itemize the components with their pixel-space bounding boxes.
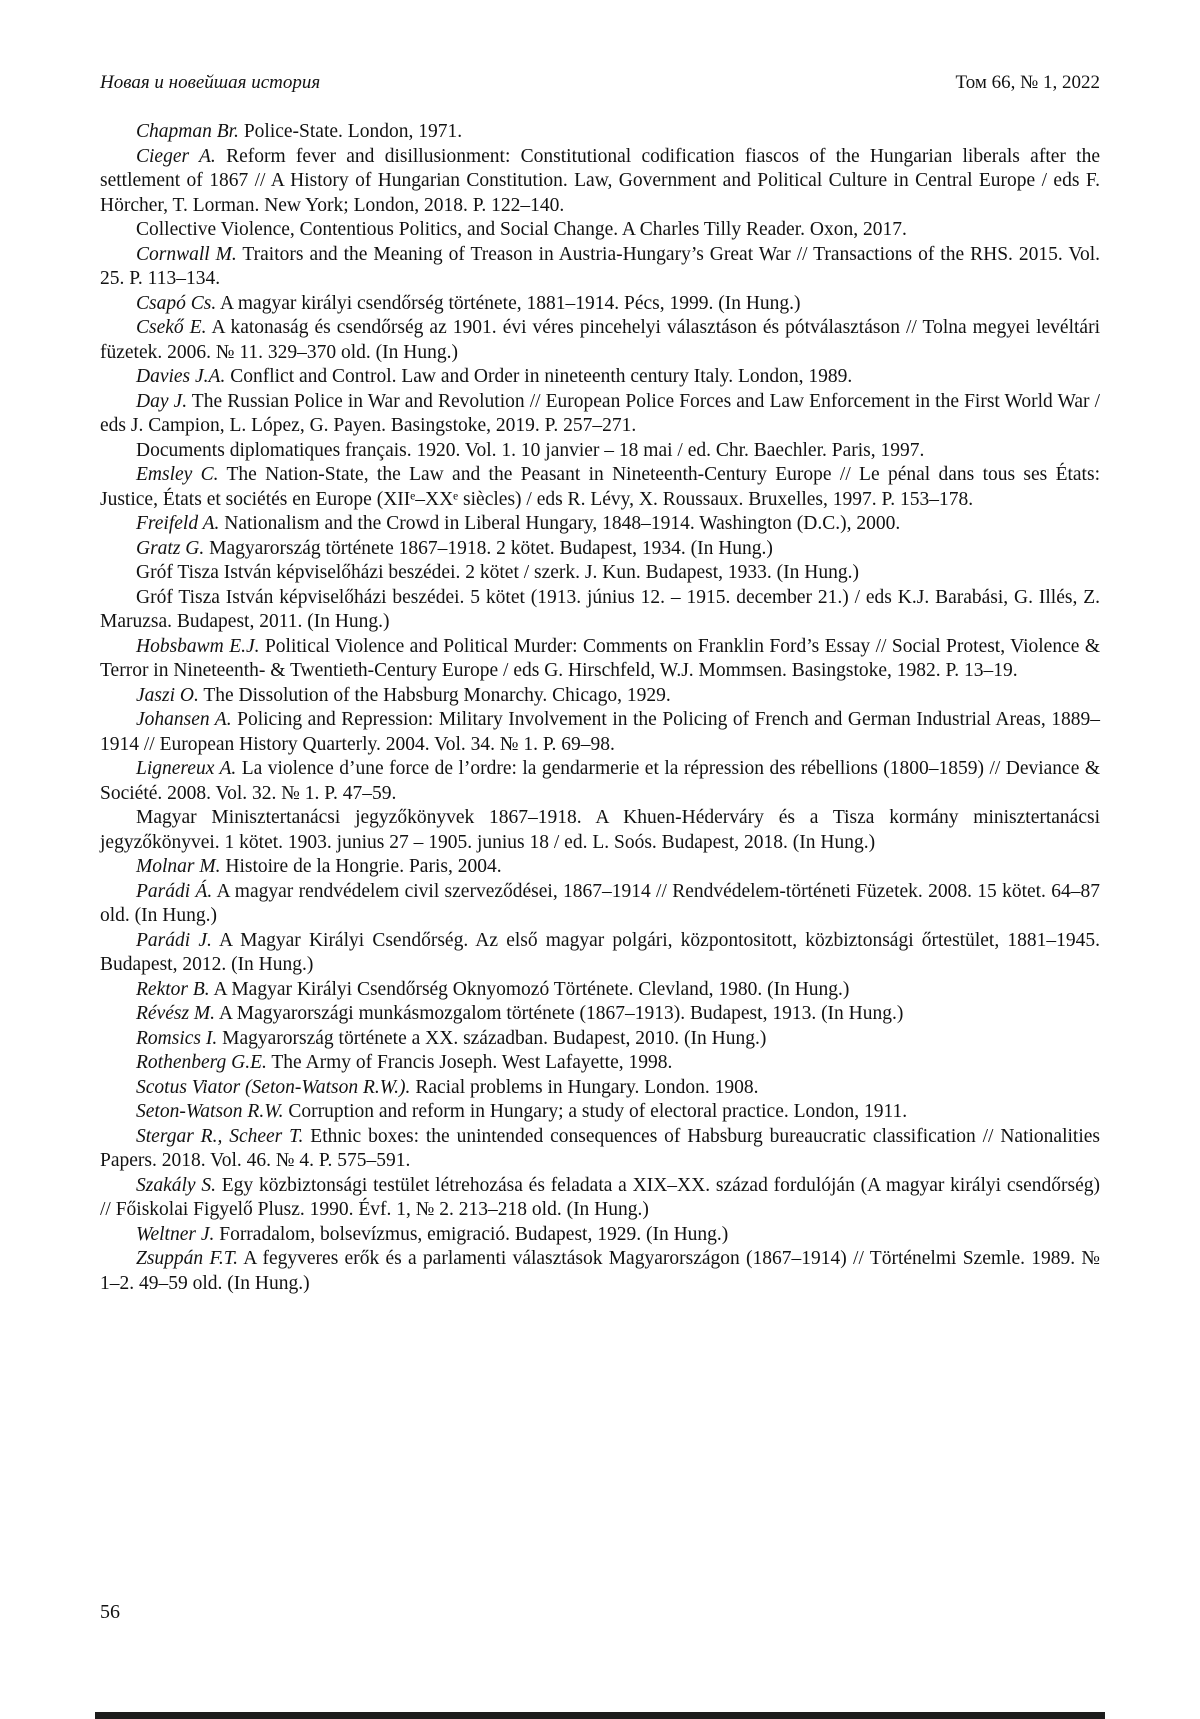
reference-entry bbox=[100, 439, 1100, 464]
reference-entry bbox=[100, 1247, 1100, 1296]
reference-author: Parádi Á. bbox=[136, 880, 213, 902]
reference-entry bbox=[100, 1027, 1100, 1052]
reference-entry bbox=[100, 806, 1100, 855]
reference-entry bbox=[100, 1002, 1100, 1027]
reference-author: Révész M. bbox=[136, 1003, 216, 1024]
reference-text: A magyar királyi csendőrség története, 1881–1914. Pécs, 1999. (In Hung.) bbox=[216, 292, 801, 314]
reference-entry bbox=[100, 586, 1100, 635]
reference-text: A Magyar Királyi Csendőrség Oknyomozó Története. Clevland, 1980. (In Hung.) bbox=[209, 978, 850, 1000]
reference-author: Weltner J. bbox=[136, 1223, 215, 1245]
reference-text: A Magyar Királyi Csendőrség. Az első magyar polgári, központositott, közbiztonsági őrtestület, 1881–1945. Budapest, 2012. (In Hung.) bbox=[100, 929, 1101, 975]
reference-author: Rektor B. bbox=[136, 978, 210, 1000]
reference-text: Forradalom, bolsevízmus, emigració. Budapest, 1929. (In Hung.) bbox=[214, 1223, 729, 1245]
reference-text: Gróf Tisza István képviselőházi beszédei. 2 kötet / szerk. J. Kun. Budapest, 1933. (In Hung.) bbox=[136, 562, 859, 583]
reference-author: Csapó Cs. bbox=[136, 292, 217, 314]
reference-text: The Nation-State, the Law and the Peasant in Nineteenth-Century Europe // Le pénal dans tous ses États: Justice, États et sociétés en Europe (XIIᵉ–XXᵉ siècles) / eds R. Lévy, X. Roussaux. Bruxelles, 1997. P. 153–178. bbox=[100, 464, 1100, 510]
reference-text: The Russian Police in War and Revolution // European Police Forces and Law Enforcement in the First World War / eds J. Campion, L. López, G. Payen. Basingstoke, 2019. P. 257–271. bbox=[100, 390, 1100, 436]
reference-author: Molnar M. bbox=[136, 856, 221, 877]
reference-entry bbox=[100, 684, 1100, 709]
page-header bbox=[100, 72, 1100, 94]
reference-text: La violence d’une force de l’ordre: la gendarmerie et la répression des rébellions (1800–1859) // Deviance & Société. 2008. Vol. 32. № 1. P. 47–59. bbox=[100, 758, 1100, 804]
reference-author: Scotus Viator (Seton-Watson R.W.). bbox=[136, 1076, 411, 1098]
reference-author: Chapman Br. bbox=[136, 121, 239, 142]
reference-text: Reform fever and disillusionment: Constitutional codification fiascos of the Hungarian liberals after the settlement of 1867 // A History of Hungarian Constitution. Law, Government and Political Culture in Central Europe / eds F. Hörcher, T. Lorman. New York; London, 2018. P. 122–140. bbox=[100, 145, 1100, 216]
reference-text: A magyar rendvédelem civil szerveződései, 1867–1914 // Rendvédelem-történeti Füzetek. 2008. 15 kötet. 64–87 old. (In Hung.) bbox=[100, 880, 1100, 926]
reference-entry bbox=[100, 929, 1100, 978]
reference-entry bbox=[100, 120, 1100, 145]
reference-text: Magyar Minisztertanácsi jegyzőkönyvek 1867–1918. A Khuen-Héderváry és a Tisza kormány minisztertanácsi jegyzőkönyvei. 1 kötet. 1903. junius 27 – 1905. junius 18 / ed. L. Soós. Budapest, 2018. (In Hung.) bbox=[100, 807, 1100, 853]
reference-author: Romsics I. bbox=[136, 1027, 218, 1049]
reference-text: Nationalism and the Crowd in Liberal Hungary, 1848–1914. Washington (D.C.), 2000. bbox=[219, 513, 901, 534]
reference-author: Jaszi O. bbox=[136, 684, 199, 706]
reference-entry bbox=[100, 757, 1100, 806]
reference-entry bbox=[100, 463, 1100, 512]
reference-author: Zsuppán F.T. bbox=[136, 1248, 239, 1269]
reference-text: Collective Violence, Contentious Politics, and Social Change. A Charles Tilly Reader. Oxon, 2017. bbox=[136, 219, 907, 240]
reference-entry bbox=[100, 1174, 1100, 1223]
reference-entry bbox=[100, 855, 1100, 880]
reference-author: Lignereux A. bbox=[136, 758, 237, 779]
references-list bbox=[100, 120, 1100, 1296]
reference-entry bbox=[100, 243, 1100, 292]
page-number: 56 bbox=[100, 1601, 120, 1623]
reference-text: Ethnic boxes: the unintended consequences of Habsburg bureaucratic classification // Nationalities Papers. 2018. Vol. 46. № 4. P. 575–591. bbox=[100, 1125, 1100, 1171]
reference-text: Gróf Tisza István képviselőházi beszédei. 5 kötet (1913. június 12. – 1915. december 21.) / eds K.J. Barabási, G. Illés, Z. Maruzsa. Budapest, 2011. (In Hung.) bbox=[100, 586, 1100, 632]
reference-text: Traitors and the Meaning of Treason in Austria-Hungary’s Great War // Transactions of the RHS. 2015. Vol. 25. P. 113–134. bbox=[100, 243, 1101, 289]
reference-text: Egy közbiztonsági testület létrehozása és feladata a XIX–XX. század fordulóján (A magyar királyi csendőrség) // Főiskolai Figyelő Plusz. 1990. Évf. 1, № 2. 213–218 old. (In Hung.) bbox=[100, 1174, 1100, 1220]
reference-author: Day J. bbox=[136, 390, 188, 412]
reference-entry bbox=[100, 512, 1100, 537]
reference-author: Davies J.A. bbox=[136, 366, 226, 387]
reference-author: Cieger A. bbox=[136, 145, 216, 167]
reference-entry bbox=[100, 708, 1100, 757]
reference-entry bbox=[100, 218, 1100, 243]
page-bottom-edge bbox=[95, 1712, 1105, 1719]
reference-text: Policing and Repression: Military Involvement in the Policing of French and German Industrial Areas, 1889–1914 // European History Quarterly. 2004. Vol. 34. № 1. P. 69–98. bbox=[100, 709, 1100, 755]
reference-author: Gratz G. bbox=[136, 537, 205, 559]
reference-text: Magyarország története 1867–1918. 2 kötet. Budapest, 1934. (In Hung.) bbox=[204, 537, 773, 559]
reference-entry bbox=[100, 316, 1100, 365]
reference-entry bbox=[100, 1223, 1100, 1248]
reference-text: A Magyarországi munkásmozgalom története (1867–1913). Budapest, 1913. (In Hung.) bbox=[215, 1003, 904, 1024]
reference-text: Political Violence and Political Murder: Comments on Franklin Ford’s Essay // Social Protest, Violence & Terror in Nineteenth- & Twentieth-Century Europe / eds G. Hirschfeld, W.J. Mommsen. Basingstoke, 1982. P. 13–19. bbox=[100, 635, 1101, 681]
reference-entry bbox=[100, 1076, 1100, 1101]
reference-entry bbox=[100, 537, 1100, 562]
reference-text: Racial problems in Hungary. London. 1908. bbox=[410, 1076, 759, 1098]
reference-text: Magyarország története a XX. században. Budapest, 2010. (In Hung.) bbox=[217, 1027, 767, 1049]
reference-entry bbox=[100, 561, 1100, 586]
reference-author: Seton-Watson R.W. bbox=[136, 1101, 284, 1122]
reference-author: Szakály S. bbox=[136, 1174, 216, 1196]
reference-text: Police-State. London, 1971. bbox=[238, 121, 463, 142]
reference-text: A katonaság és csendőrség az 1901. évi véres pincehelyi választáson és pótválasztáson // Tolna megyei levéltári füzetek. 2006. № 11. 329–370 old. (In Hung.) bbox=[100, 317, 1100, 363]
reference-entry bbox=[100, 635, 1100, 684]
reference-text: Histoire de la Hongrie. Paris, 2004. bbox=[220, 856, 502, 877]
reference-entry bbox=[100, 1051, 1100, 1076]
reference-author: Rothenberg G.E. bbox=[136, 1052, 267, 1073]
reference-author: Johansen A. bbox=[136, 709, 232, 730]
issue-info: Том 66, № 1, 2022 bbox=[955, 72, 1100, 93]
reference-entry bbox=[100, 880, 1100, 929]
reference-entry bbox=[100, 978, 1100, 1003]
reference-author: Cornwall M. bbox=[136, 243, 237, 265]
reference-entry bbox=[100, 292, 1100, 317]
reference-text: Conflict and Control. Law and Order in nineteenth century Italy. London, 1989. bbox=[225, 366, 853, 387]
reference-author: Stergar R., Scheer T. bbox=[136, 1125, 304, 1147]
reference-entry bbox=[100, 1125, 1100, 1174]
reference-entry bbox=[100, 145, 1100, 219]
reference-author: Csekő E. bbox=[136, 317, 207, 338]
reference-author: Emsley C. bbox=[136, 464, 219, 485]
reference-entry bbox=[100, 390, 1100, 439]
reference-entry bbox=[100, 1100, 1100, 1125]
reference-entry bbox=[100, 365, 1100, 390]
reference-author: Freifeld A. bbox=[136, 513, 220, 534]
reference-author: Parádi J. bbox=[136, 929, 212, 951]
reference-text: The Army of Francis Joseph. West Lafayette, 1998. bbox=[266, 1052, 673, 1073]
journal-title: Новая и новейшая история bbox=[100, 72, 321, 93]
reference-text: The Dissolution of the Habsburg Monarchy. Chicago, 1929. bbox=[198, 684, 671, 706]
reference-author: Hobsbawm E.J. bbox=[136, 635, 260, 657]
reference-text: Corruption and reform in Hungary; a study of electoral practice. London, 1911. bbox=[283, 1101, 908, 1122]
reference-text: Documents diplomatiques français. 1920. Vol. 1. 10 janvier – 18 mai / ed. Chr. Baechler. Paris, 1997. bbox=[136, 439, 925, 461]
reference-text: A fegyveres erők és a parlamenti választások Magyarországon (1867–1914) // Történelmi Szemle. 1989. № 1–2. 49–59 old. (In Hung.) bbox=[100, 1248, 1100, 1294]
